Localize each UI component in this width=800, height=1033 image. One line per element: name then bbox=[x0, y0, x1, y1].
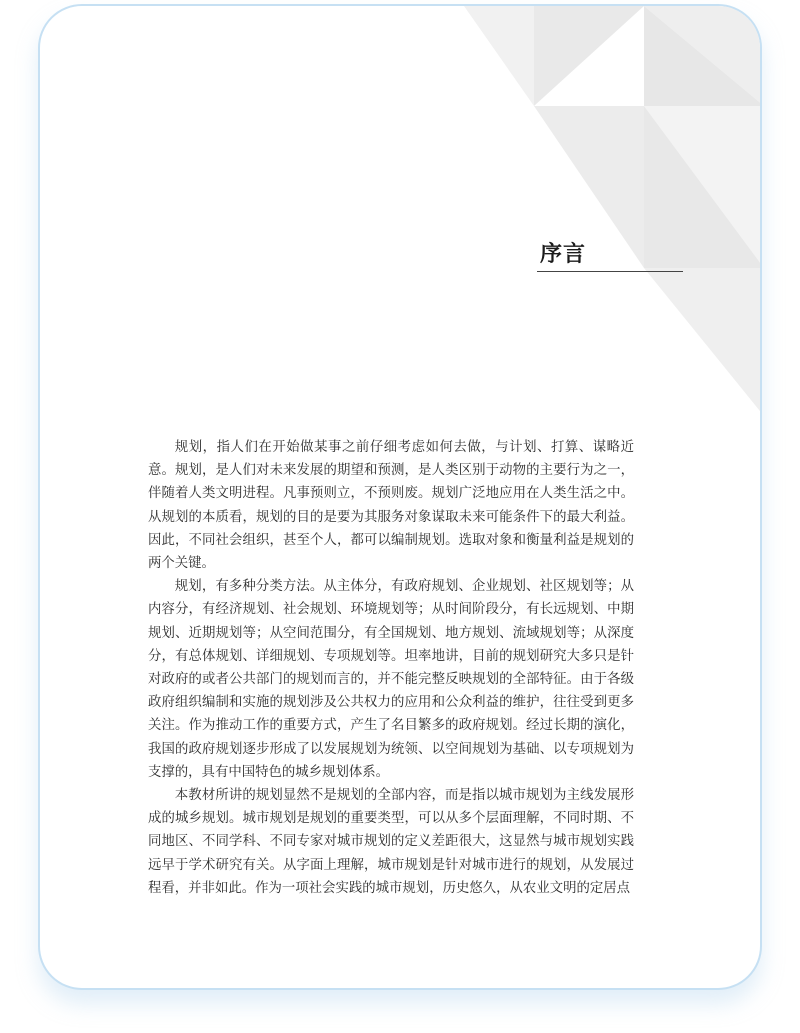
book-page bbox=[38, 4, 762, 990]
title-underline bbox=[537, 271, 683, 272]
triangle-8 bbox=[644, 268, 762, 416]
preface-body bbox=[148, 436, 634, 900]
paragraph-2: 规划，有多种分类方法。从主体分，有政府规划、企业规划、社区规划等；从内容分，有经济规划、社会规划、环境规划等；从时间阶段分，有长远规划、中期规划、近期规划等；从空间范围分，有全国规划、地方规划、流域规划等；从深度分，有总体规划、详细规划、专项规划等。坦率地讲，目前的规划研究大多只是针对政府的或者公共部门的规划而言的，并不能完整反映规划的全部特征。由于各级政府组织编制和实施的规划涉及公共权力的应用和公众利益的维护，往往受到更多关注。作为推动工作的重要方式，产生了名目繁多的政府规划。经过长期的演化，我国的政府规划逐步形成了以发展规划为统领、以空间规划为基础、以专项规划为支撑的，具有中国特色的城乡规划体系。 bbox=[148, 579, 634, 780]
triangle-1 bbox=[464, 6, 534, 106]
paragraph-1: 规划，指人们在开始做某事之前仔细考虑如何去做，与计划、打算、谋略近意。规划，是人们对未来发展的期望和预测，是人类区别于动物的主要行为之一，伴随着人类文明进程。凡事预则立，不预则废。规划广泛地应用在人类生活之中。从规划的本质看，规划的目的是要为其服务对象谋取未来可能条件下的最大利益。因此，不同社会组织，甚至个人，都可以编制规划。选取对象和衡量利益是规划的两个关键。 bbox=[148, 440, 634, 572]
triangle-2 bbox=[534, 6, 644, 106]
page-title: 序言 bbox=[540, 242, 587, 267]
preface-heading bbox=[537, 241, 683, 272]
paragraph-3: 本教材所讲的规划显然不是规划的全部内容，而是指以城市规划为主线发展形成的城乡规划。城市规划是规划的重要类型，可以从多个层面理解，不同时期、不同地区、不同学科、不同专家对城市规划的定义差距很大，这显然与城市规划实践远早于学术研究有关。从字面上理解，城市规划是针对城市进行的规划，从发展过程看，并非如此。作为一项社会实践的城市规划，历史悠久，从农业文明的定居点 bbox=[148, 788, 634, 896]
